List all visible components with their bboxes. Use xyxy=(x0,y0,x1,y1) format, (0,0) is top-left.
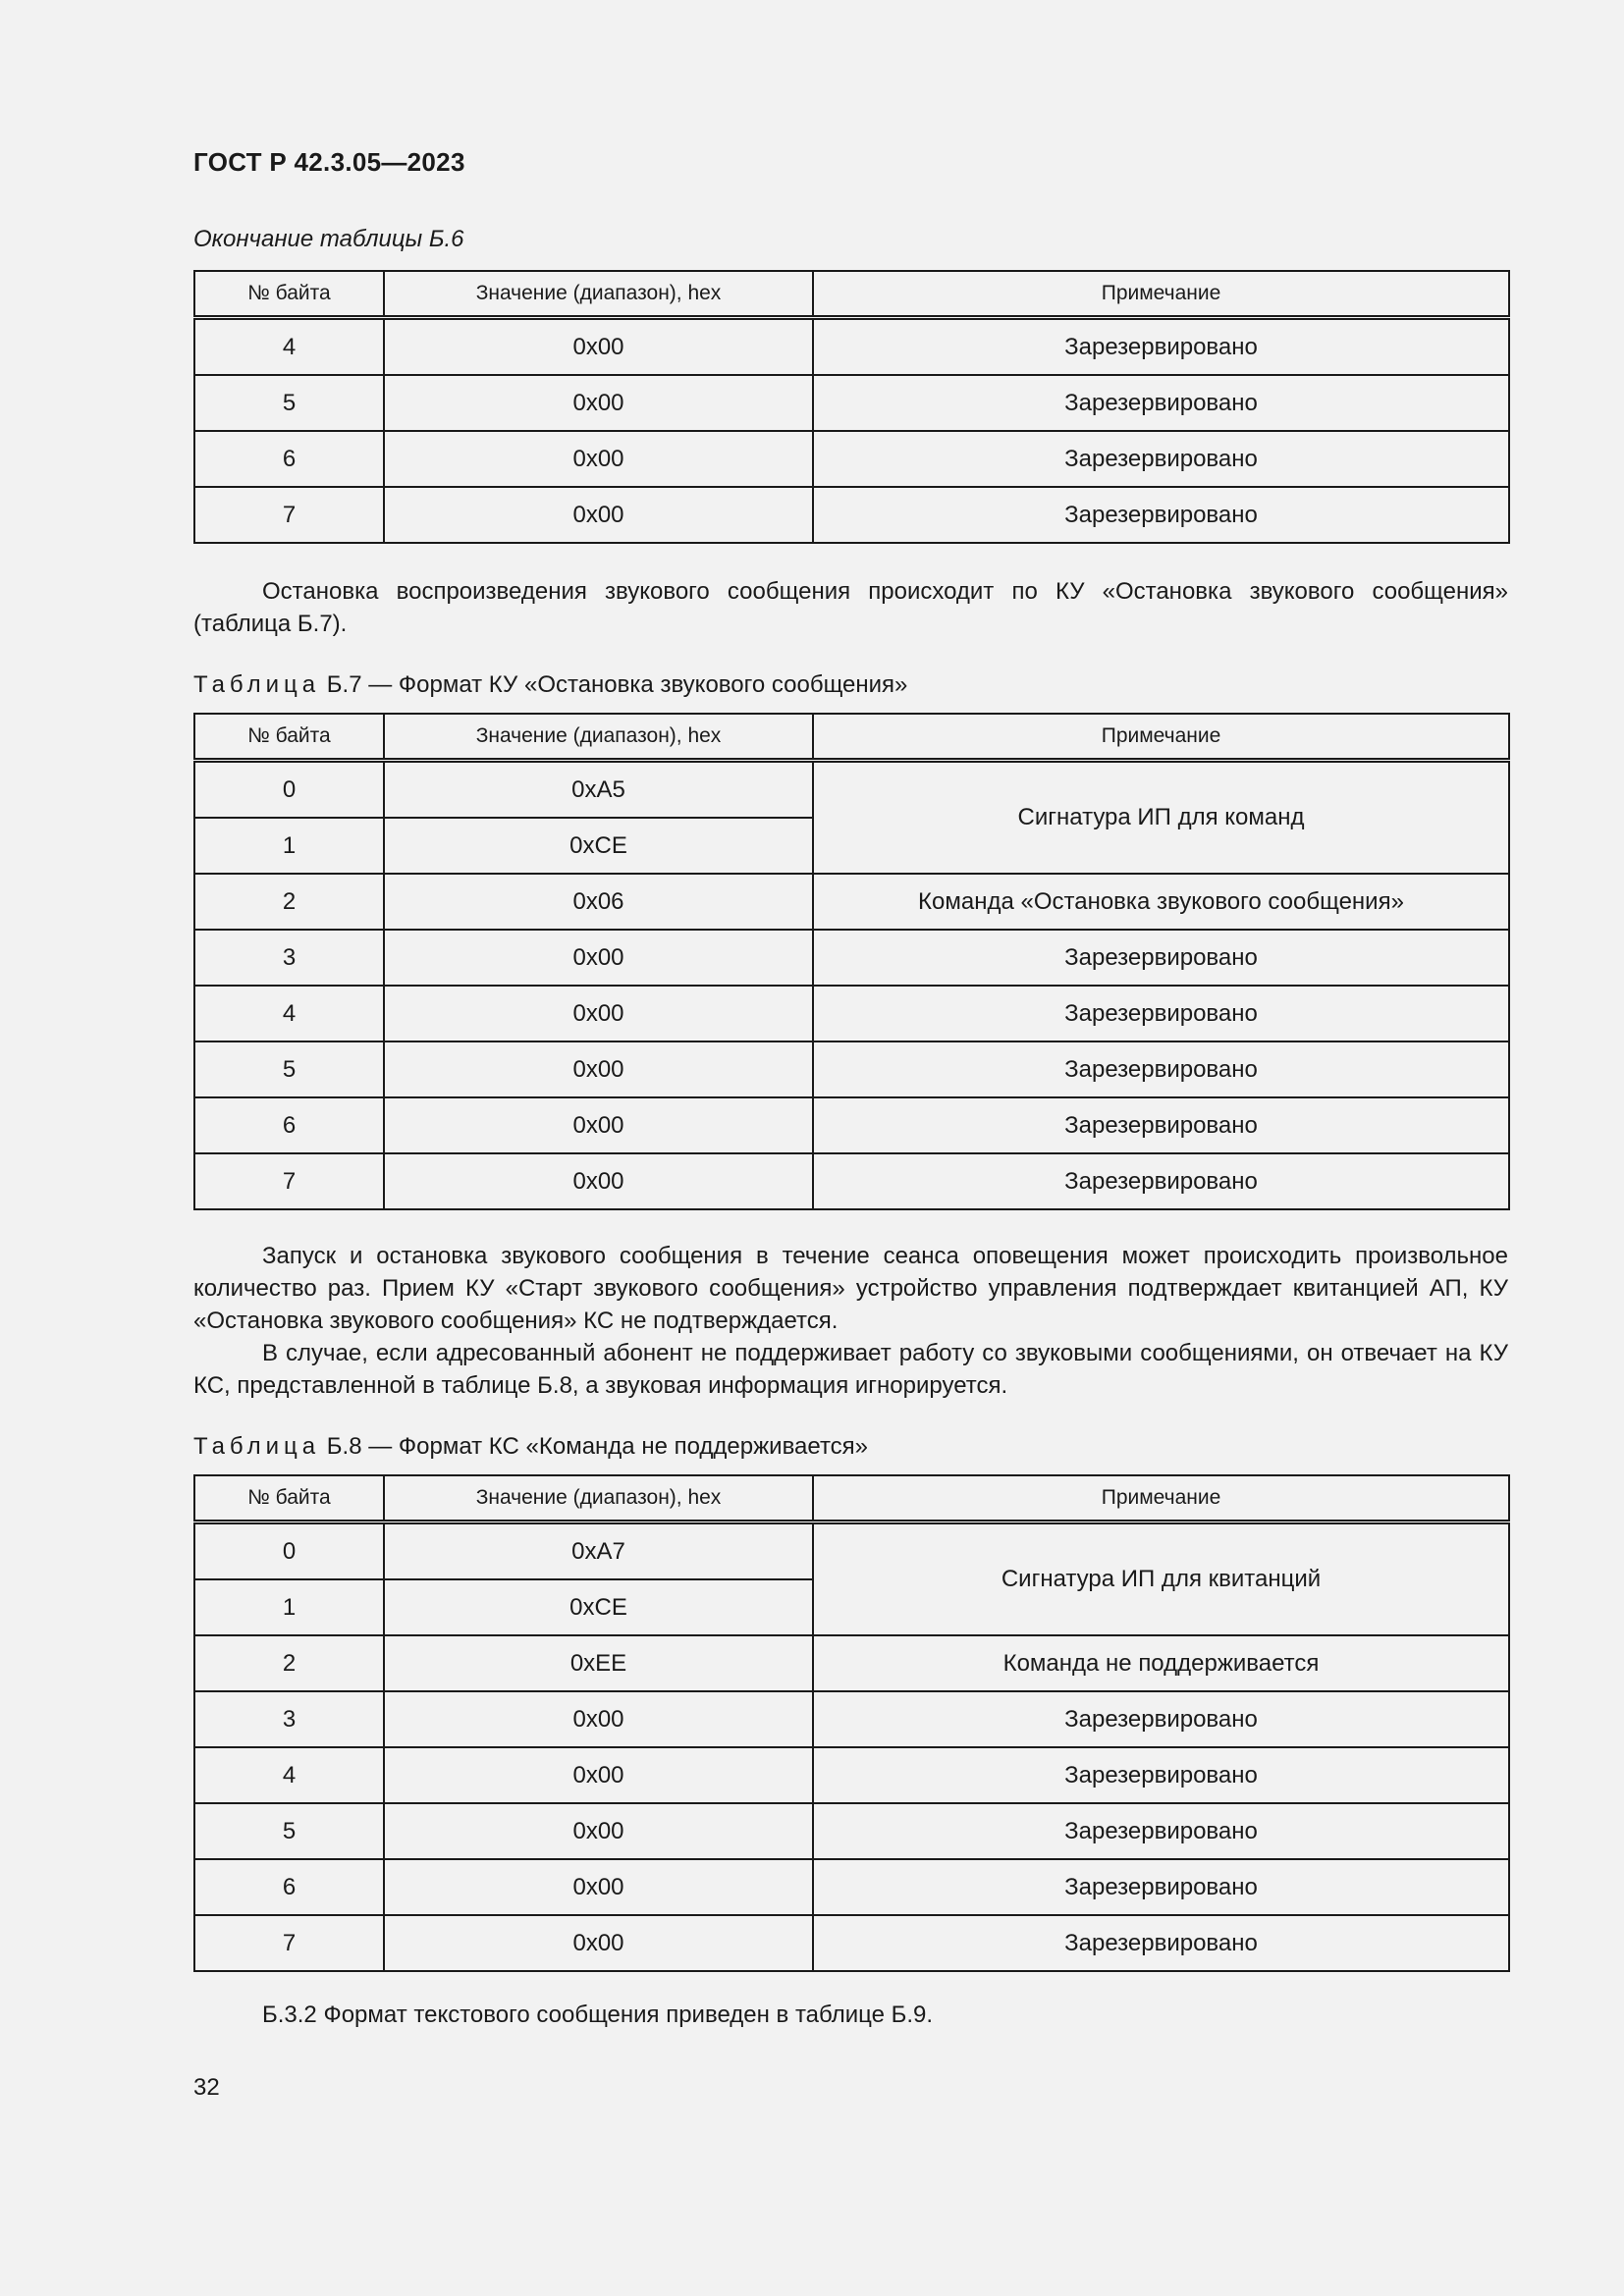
column-header-note: Примечание xyxy=(813,1475,1509,1522)
cell-byte: 0 xyxy=(194,761,384,819)
cell-byte: 5 xyxy=(194,1041,384,1097)
cell-note: Зарезервировано xyxy=(813,1915,1509,1971)
cell-byte: 1 xyxy=(194,818,384,874)
cell-byte: 7 xyxy=(194,1153,384,1209)
cell-value: 0x00 xyxy=(384,1097,813,1153)
cell-note: Зарезервировано xyxy=(813,1859,1509,1915)
paragraph-section-b32 xyxy=(193,1999,1508,2031)
cell-value: 0x00 xyxy=(384,318,813,376)
cell-value: 0xCE xyxy=(384,818,813,874)
cell-note: Зарезервировано xyxy=(813,1691,1509,1747)
table-row xyxy=(194,1097,1509,1153)
table-row xyxy=(194,375,1509,431)
table-row xyxy=(194,1635,1509,1691)
cell-value: 0xA5 xyxy=(384,761,813,819)
cell-value: 0x00 xyxy=(384,1803,813,1859)
table-caption-title: Б.8 — Формат КС «Команда не поддерживается» xyxy=(326,1433,869,1460)
table-header-row xyxy=(194,714,1509,761)
paragraph-text: Запуск и остановка звукового сообщения в течение сеанса оповещения может происходить произвольное количество раз. Прием КУ «Старт звукового сообщения» устройство управления подтверждает квитанцией АП, КУ «Остановка звукового сообщения» КС не подтверждается. xyxy=(193,1243,1508,1334)
column-header-byte: № байта xyxy=(194,271,384,318)
table-b7 xyxy=(193,713,1510,1210)
cell-byte: 1 xyxy=(194,1579,384,1635)
cell-note: Зарезервировано xyxy=(813,930,1509,986)
cell-byte: 6 xyxy=(194,431,384,487)
cell-byte: 4 xyxy=(194,986,384,1041)
cell-value: 0x00 xyxy=(384,1691,813,1747)
table-caption-prefix: Таблица xyxy=(193,671,321,698)
cell-byte: 4 xyxy=(194,1747,384,1803)
cell-value: 0x00 xyxy=(384,1153,813,1209)
cell-note-signature: Сигнатура ИП для команд xyxy=(813,761,1509,875)
table-b6-continuation-caption: Окончание таблицы Б.6 xyxy=(193,226,464,252)
cell-byte: 3 xyxy=(194,930,384,986)
cell-note: Зарезервировано xyxy=(813,318,1509,376)
table-header-row xyxy=(194,1475,1509,1522)
table-row xyxy=(194,930,1509,986)
cell-value: 0x00 xyxy=(384,375,813,431)
cell-byte: 2 xyxy=(194,1635,384,1691)
cell-byte: 0 xyxy=(194,1522,384,1580)
table-row xyxy=(194,986,1509,1041)
table-row xyxy=(194,1803,1509,1859)
table-b8 xyxy=(193,1474,1510,1972)
table-caption-title: Б.7 — Формат КУ «Остановка звукового сообщения» xyxy=(326,671,908,698)
table-b8-caption xyxy=(193,1433,868,1461)
cell-byte: 5 xyxy=(194,375,384,431)
column-header-byte: № байта xyxy=(194,1475,384,1522)
table-row xyxy=(194,1859,1509,1915)
table-row xyxy=(194,318,1509,376)
cell-value: 0x00 xyxy=(384,986,813,1041)
cell-note: Зарезервировано xyxy=(813,1747,1509,1803)
cell-value: 0xEE xyxy=(384,1635,813,1691)
cell-byte: 7 xyxy=(194,1915,384,1971)
cell-value: 0x00 xyxy=(384,1041,813,1097)
table-caption-prefix: Таблица xyxy=(193,1433,321,1460)
cell-note: Зарезервировано xyxy=(813,1097,1509,1153)
column-header-byte: № байта xyxy=(194,714,384,761)
cell-note-signature: Сигнатура ИП для квитанций xyxy=(813,1522,1509,1636)
table-row xyxy=(194,1915,1509,1971)
cell-value: 0x00 xyxy=(384,431,813,487)
document-id: ГОСТ Р 42.3.05—2023 xyxy=(193,147,465,177)
cell-note: Зарезервировано xyxy=(813,431,1509,487)
table-row xyxy=(194,1747,1509,1803)
cell-byte: 5 xyxy=(194,1803,384,1859)
column-header-value: Значение (диапазон), hex xyxy=(384,714,813,761)
cell-note: Команда не поддерживается xyxy=(813,1635,1509,1691)
table-row xyxy=(194,431,1509,487)
column-header-note: Примечание xyxy=(813,714,1509,761)
cell-note: Зарезервировано xyxy=(813,1041,1509,1097)
paragraph-text: Б.3.2 Формат текстового сообщения приведен в таблице Б.9. xyxy=(262,2002,934,2028)
cell-byte: 3 xyxy=(194,1691,384,1747)
cell-byte: 7 xyxy=(194,487,384,543)
paragraph-start-stop xyxy=(193,1240,1508,1402)
paragraph-stop-playback xyxy=(193,575,1508,640)
cell-byte: 6 xyxy=(194,1097,384,1153)
table-row xyxy=(194,761,1509,819)
cell-byte: 6 xyxy=(194,1859,384,1915)
cell-note: Зарезервировано xyxy=(813,986,1509,1041)
cell-note: Зарезервировано xyxy=(813,375,1509,431)
cell-byte: 2 xyxy=(194,874,384,930)
cell-byte: 4 xyxy=(194,318,384,376)
table-header-row xyxy=(194,271,1509,318)
cell-note: Зарезервировано xyxy=(813,1153,1509,1209)
cell-value: 0xCE xyxy=(384,1579,813,1635)
table-row xyxy=(194,874,1509,930)
table-row xyxy=(194,1691,1509,1747)
table-b7-caption xyxy=(193,671,907,699)
cell-value: 0x00 xyxy=(384,1915,813,1971)
cell-note: Зарезервировано xyxy=(813,1803,1509,1859)
table-row xyxy=(194,1153,1509,1209)
column-header-value: Значение (диапазон), hex xyxy=(384,271,813,318)
cell-note: Команда «Остановка звукового сообщения» xyxy=(813,874,1509,930)
paragraph-text: В случае, если адресованный абонент не поддерживает работу со звуковыми сообщениями, он отвечает на КУ КС, представленной в таблице Б.8, а звуковая информация игнорируется. xyxy=(193,1340,1508,1399)
page-number: 32 xyxy=(193,2074,220,2101)
cell-value: 0xA7 xyxy=(384,1522,813,1580)
cell-value: 0x06 xyxy=(384,874,813,930)
table-row xyxy=(194,1041,1509,1097)
cell-note: Зарезервировано xyxy=(813,487,1509,543)
cell-value: 0x00 xyxy=(384,487,813,543)
column-header-note: Примечание xyxy=(813,271,1509,318)
cell-value: 0x00 xyxy=(384,1747,813,1803)
table-b6 xyxy=(193,270,1510,544)
paragraph-text: Остановка воспроизведения звукового сообщения происходит по КУ «Остановка звукового сообщения» (таблица Б.7). xyxy=(193,578,1508,637)
cell-value: 0x00 xyxy=(384,930,813,986)
cell-value: 0x00 xyxy=(384,1859,813,1915)
table-row xyxy=(194,1522,1509,1580)
column-header-value: Значение (диапазон), hex xyxy=(384,1475,813,1522)
table-row xyxy=(194,487,1509,543)
